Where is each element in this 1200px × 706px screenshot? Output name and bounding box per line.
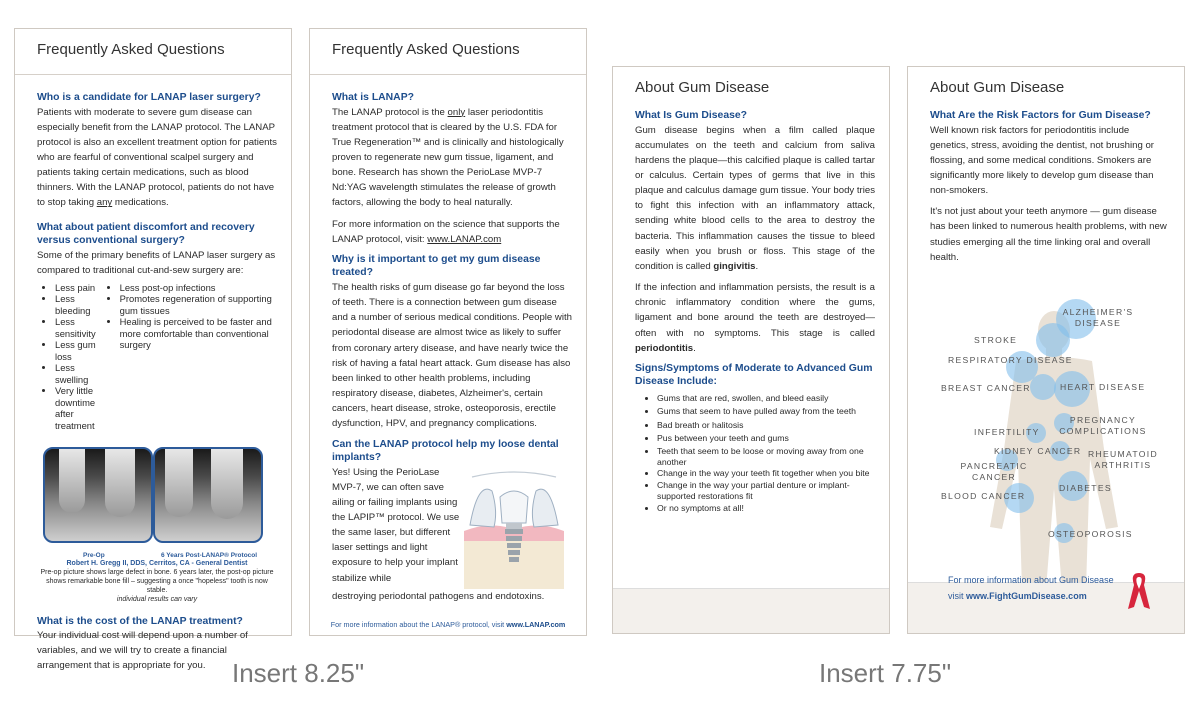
xray-comparison: [43, 447, 261, 559]
answer-why-treat: The health risks of gum disease go far beyond the loss of teeth. There is a connection between gum disease and a number of serious medical conditions. People with periodontal disease are almost twice as likely to suffer from coronary artery disease, and have nearly twice the risk of having a fatal heart attack. Gum disease has also been linked to other health problems, including respiratory disease, diabetes, Alzheimer's, certain cancers, heart disease, stroke, osteoporosis, erectile dysfunction, HPV, and pregnancy complications.: [332, 281, 572, 430]
risk-label: BLOOD CANCER: [941, 491, 1026, 501]
xray-pre-op-image: [43, 447, 153, 543]
symptom-item: • Change in the way your partial denture or implant-supported restorations fit: [657, 480, 875, 503]
benefit-item: • Promotes regeneration of supporting gum tissues: [120, 293, 277, 316]
risk-label: OSTEOPOROSIS: [1048, 529, 1133, 539]
panel-title: Frequently Asked Questions: [332, 41, 520, 58]
question-what-is-lanap: What is LANAP?: [332, 92, 414, 103]
risk-label: RESPIRATORY DISEASE: [948, 355, 1073, 365]
panel-footer-band: [613, 588, 889, 633]
benefit-item: • Less sensitivity: [55, 316, 102, 339]
panel-gum-disease-1: [612, 66, 890, 634]
answer-overall-health: It's not just about your teeth anymore — gum disease has been linked to numerous health problems, with new studies emerging all the time linking oral and overall health.: [930, 206, 1167, 263]
xray-doctor-credit: Robert H. Gregg II, DDS, Cerritos, CA - General Dentist: [66, 560, 248, 568]
benefit-item: • Less pain: [55, 282, 102, 293]
benefit-item: • Less swelling: [55, 362, 102, 385]
risk-label: RHEUMATOID ARTHRITIS: [1088, 449, 1158, 471]
answer-implants: Yes! Using the PerioLase MVP-7, we can often save ailing or failing implants using the LAPIP™ protocol. We use the same laser, but different laser settings and light exposure to help your implant stabilize while: [332, 466, 460, 584]
implant-illustration: [464, 471, 564, 589]
lanap-link[interactable]: www.LANAP.com: [427, 233, 502, 245]
symptom-item: • Pus between your teeth and gums: [657, 432, 875, 445]
answer-candidate: Patients with moderate to severe gum disease can especially benefit from the LANAP protocol. The LANAP protocol is also an excellent treatment option for patients who are fearful of conventional scalpel surgery and patients taking certain medications, such as blood thinners. With the LANAP protocol, patients do not have to stop taking any medications.: [37, 106, 277, 209]
risk-label: KIDNEY CANCER: [994, 446, 1082, 456]
symptom-item: • Gums that are red, swollen, and bleed easily: [657, 392, 875, 405]
panel-gum-disease-2: [907, 66, 1185, 634]
panel-title: Frequently Asked Questions: [37, 41, 225, 58]
lanap-footer-link[interactable]: www.LANAP.com: [506, 620, 566, 629]
symptom-item: • Change in the way your teeth fit together when you bite: [657, 468, 875, 479]
symptom-item: • Bad breath or halitosis: [657, 419, 875, 432]
benefit-item: • Less post-op infections: [120, 282, 277, 293]
answer-discomfort: Some of the primary benefits of LANAP laser surgery as compared to traditional cut-and-sew surgery are:: [37, 249, 276, 276]
risk-body-diagram: [908, 299, 1184, 599]
xray-post-op-label: 6 Years Post-LANAP® Protocol: [161, 551, 258, 559]
benefit-item: • Healing is perceived to be faster and more comfortable than conventional surgery: [120, 316, 277, 350]
risk-blob: [1030, 374, 1056, 400]
question-candidate: Who is a candidate for LANAP laser surgery?: [37, 92, 261, 103]
question-why-treat: Why is it important to get my gum disease treated?: [332, 253, 541, 279]
benefits-list: [37, 282, 277, 431]
panel-title: About Gum Disease: [930, 79, 1065, 96]
xray-post-op-image: [153, 447, 263, 543]
answer-what-is-gum-disease: Gum disease begins when a film called plaque accumulates on the teeth and calcium from saliva hardens the plaque—this calcified plaque is called tartar or calculus. Certain types of germs that live in this plaque and calculus damage gum tissue. Your body tries to fight this infection with an inflammatory attack, sending white blood cells to the area to destroy the bacteria. This inflammation causes the tissue to bleed easily when you brush or floss. This stage of the condition is called gingivitis.: [635, 124, 875, 272]
panel-header: [908, 67, 1184, 112]
risk-label: INFERTILITY: [974, 427, 1040, 437]
risk-label: STROKE: [974, 335, 1018, 345]
awareness-ribbon-icon: [1126, 569, 1152, 611]
risk-label: HEART DISEASE: [1060, 382, 1146, 392]
panel-title: About Gum Disease: [635, 79, 770, 96]
answer-what-is-lanap: The LANAP protocol is the only laser periodontitis treatment protocol that is cleared by the U.S. FDA for True Regeneration™ and is clinically and histologically proven to regenerate new gum tissue, ligament, and bone. Research has shown the PerioLase MVP-7 Nd:YAG wavelength stimulates the release of growth factors, allowing the body to heal naturally.: [332, 106, 564, 209]
answer-risk-factors: Well known risk factors for periodontitis include genetics, stress, avoiding the dentist, not brushing or flossing, and some medical conditions. Smokers are significantly more likely to develop gum disease than non-smokers.: [930, 124, 1154, 197]
answer-periodontitis: If the infection and inflammation persists, the result is a chronic inflammatory condition where the gums, ligament and bone around the teeth are destroyed—often with no symptoms. This stage is called periodontitis.: [635, 282, 875, 354]
question-discomfort: What about patient discomfort and recovery versus conventional surgery?: [37, 221, 255, 247]
benefit-item: • Less bleeding: [55, 293, 102, 316]
risk-label: PREGNANCY COMPLICATIONS: [1059, 415, 1147, 437]
panel-faq-1: [14, 28, 292, 672]
panel-header: [310, 29, 586, 75]
question-symptoms: Signs/Symptoms of Moderate to Advanced Gum Disease Include:: [635, 362, 873, 388]
question-risk-factors: What Are the Risk Factors for Gum Disease?: [930, 110, 1151, 121]
panel-faq-2: Frequently Asked Questions What is LANAP? The LANAP protocol is the only laser periodontitis treatment protocol that is cleared by the U.S. FDA for True Regeneration™ and is clinically and histologically proven to regenerate new gum tissue, ligament, and bone. Research has shown the PerioLase MVP-7 Nd:YAG wavelength stimulates the release of growth factors, allowing the body to heal naturally. For more information on the science that supports the LANAP protocol, visit: www.LANAP.com Why is it important to get my gum disease treated? The health risks of gum disease go far beyond the loss of teeth. There is a connection between gum disease and a number of serious medical conditions. People with periodontal disease are almost twice as likely to suffer from coronary artery disease, and have nearly twice the risk of having a fatal heart attack. Gum disease has also been linked to other health problems, including respiratory disease, diabetes, Alzheimer's, certain cancers, heart disease, stroke, osteoporosis, erectile dysfunction, HPV, and pregnancy complications. Can the LANAP protocol help my loose dental implants? Yes! Using the PerioLase MVP-7, we can often save ailing or failing implants using the LAPIP™ protocol. We use the same laser, but different laser settings and light exposure to help your implant stabilize while destroying periodontal pathogens and endotoxins. For more information about the LANAP® protocol, visit www.LANAP.com: [309, 28, 587, 636]
panel-footer: For more information about the LANAP® protocol, visit www.LANAP.com: [330, 620, 566, 629]
symptom-item: • Or no symptoms at all!: [657, 502, 875, 515]
symptom-item: • Gums that seem to have pulled away from the teeth: [657, 405, 875, 418]
xray-pre-op-label: Pre-Op: [83, 551, 105, 559]
insert-label-left: Insert 8.25": [232, 658, 365, 688]
fightgumdisease-link[interactable]: www.FightGumDisease.com: [966, 590, 1087, 601]
symptom-item: • Teeth that seem to be loose or moving away from one another: [657, 446, 875, 469]
insert-label-right: Insert 7.75": [819, 658, 952, 688]
risk-label: ALZHEIMER'S DISEASE: [1062, 307, 1134, 329]
benefit-item: • Less gum loss: [55, 339, 102, 362]
risk-label: DIABETES: [1059, 483, 1112, 493]
benefit-item: • Very little downtime after treatment: [55, 385, 102, 431]
panel-header: [15, 29, 291, 75]
question-what-is-gum-disease: What Is Gum Disease?: [635, 110, 748, 121]
panel-header: [613, 67, 889, 112]
question-implants: Can the LANAP protocol help my loose dental implants?: [332, 438, 559, 464]
symptoms-list: [635, 392, 875, 516]
risk-label: BREAST CANCER: [941, 383, 1031, 393]
question-cost: What is the cost of the LANAP treatment?: [37, 615, 243, 627]
answer-cost: Your individual cost will depend upon a number of variables, and we will try to create a financial arrangement that is appropriate for you.: [37, 630, 248, 672]
xray-caption: Robert H. Gregg II, DDS, Cerritos, CA - General Dentist Pre-op picture shows large defect in bone. 6 years later, the post-op picture shows remarkable bone fill – suggesting a once "hopeless" tooth is now stable. individual results can vary: [37, 559, 277, 604]
risk-label: PANCREATIC CANCER: [960, 461, 1028, 483]
panel-footer: For more information about Gum Disease visit www.FightGumDisease.com: [948, 575, 1114, 601]
